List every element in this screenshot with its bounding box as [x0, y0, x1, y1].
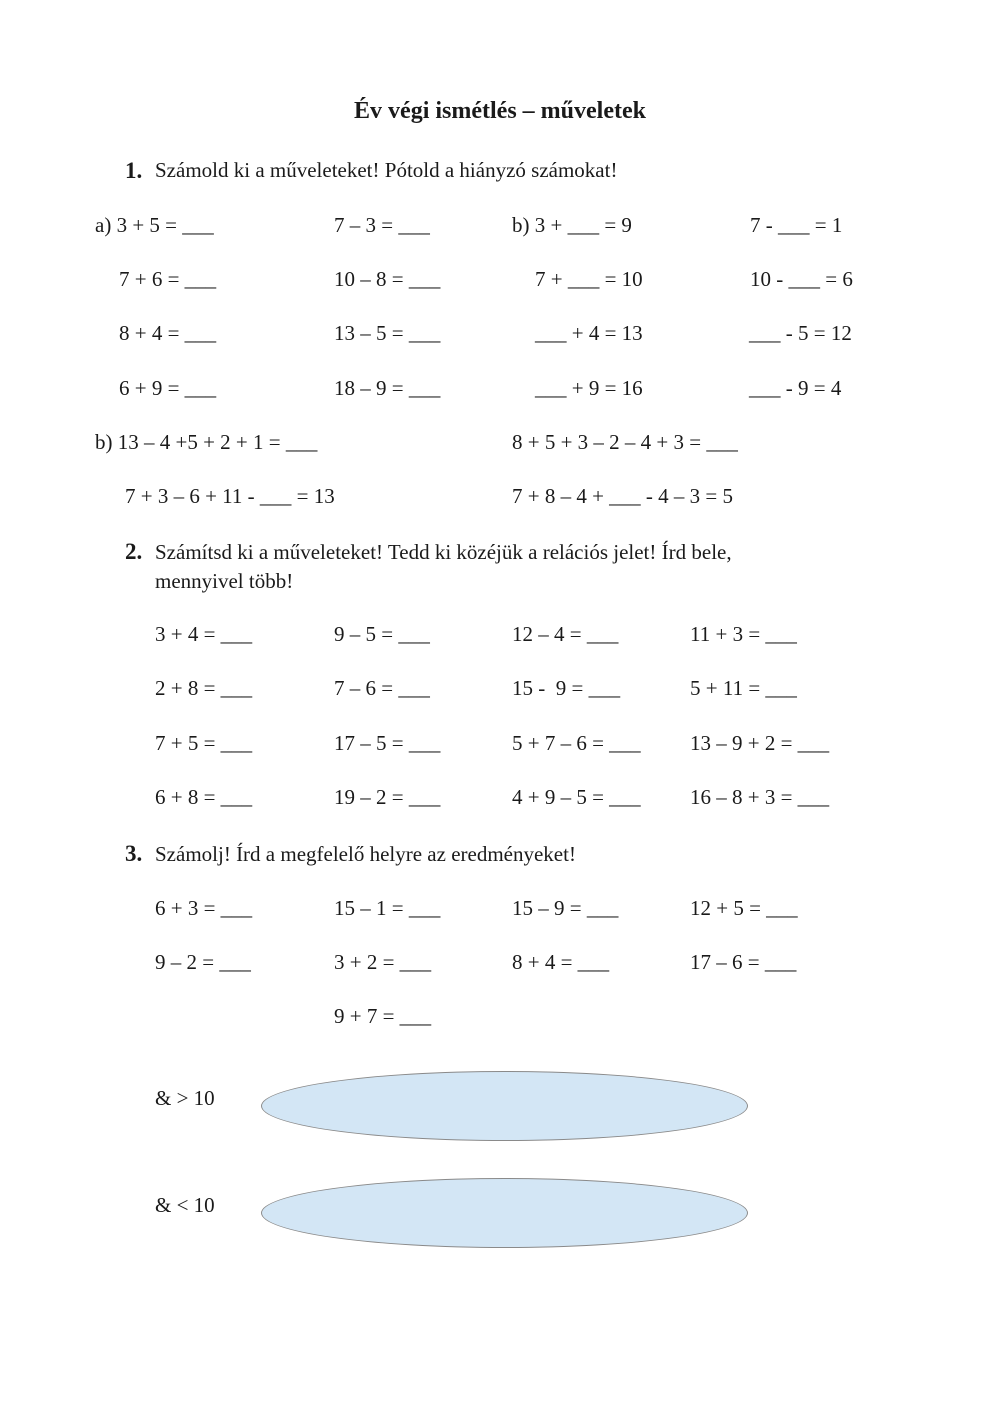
- task2-exercise: 2 + 8 = ___: [155, 676, 253, 700]
- task1-chain-exercise: 7 + 8 – 4 + ___ - 4 – 3 = 5: [512, 484, 734, 508]
- task2-exercise: 12 – 4 = ___: [512, 622, 619, 646]
- task2-exercise: 16 – 8 + 3 = ___: [690, 785, 830, 809]
- task1-exercise: 7 - ___ = 1: [750, 213, 843, 237]
- task3-exercise: 9 + 7 = ___: [334, 1004, 432, 1028]
- task1-exercise: a) 3 + 5 = ___: [95, 213, 214, 237]
- task1-exercise: ___ + 4 = 13: [535, 321, 643, 345]
- task3-exercise: 12 + 5 = ___: [690, 896, 798, 920]
- task2-exercise: 17 – 5 = ___: [334, 731, 441, 755]
- task3-exercise: 9 – 2 = ___: [155, 950, 251, 974]
- task2-exercise: 11 + 3 = ___: [690, 622, 797, 646]
- task1-exercise: 7 – 3 = ___: [334, 213, 430, 237]
- page-title: Év végi ismétlés – műveletek: [354, 98, 646, 124]
- task1-chain-exercise: 7 + 3 – 6 + 11 - ___ = 13: [125, 484, 335, 508]
- task3-exercise: 17 – 6 = ___: [690, 950, 797, 974]
- group-less-label: & < 10: [155, 1193, 215, 1217]
- task1-exercise: 10 - ___ = 6: [750, 267, 853, 291]
- task1-exercise: 7 + ___ = 10: [535, 267, 643, 291]
- task2-exercise: 3 + 4 = ___: [155, 622, 253, 646]
- task2-exercise: 5 + 11 = ___: [690, 676, 797, 700]
- task1-number: 1.: [125, 158, 143, 183]
- task1-chain-exercise: 8 + 5 + 3 – 2 – 4 + 3 = ___: [512, 430, 738, 454]
- task1-exercise: 6 + 9 = ___: [119, 376, 217, 400]
- task1-chain-exercise: b) 13 – 4 +5 + 2 + 1 = ___: [95, 430, 318, 454]
- task2-instruction-line1: Számítsd ki a műveleteket! Tedd ki közéjük a relációs jelet! Írd bele,: [155, 540, 732, 564]
- answer-ellipse-greater[interactable]: [261, 1071, 748, 1141]
- task3-exercise: 15 – 1 = ___: [334, 896, 441, 920]
- task1-exercise: 13 – 5 = ___: [334, 321, 441, 345]
- task3-exercise: 15 – 9 = ___: [512, 896, 619, 920]
- task1-exercise: ___ - 5 = 12: [749, 321, 852, 345]
- task1-exercise: ___ - 9 = 4: [749, 376, 842, 400]
- answer-ellipse-less[interactable]: [261, 1178, 748, 1248]
- group-greater-label: & > 10: [155, 1086, 215, 1110]
- task2-exercise: 7 + 5 = ___: [155, 731, 253, 755]
- task3-instruction: Számolj! Írd a megfelelő helyre az eredményeket!: [155, 842, 576, 866]
- task1-exercise: 7 + 6 = ___: [119, 267, 217, 291]
- task3-exercise: 3 + 2 = ___: [334, 950, 432, 974]
- task2-exercise: 5 + 7 – 6 = ___: [512, 731, 641, 755]
- task3-exercise: 8 + 4 = ___: [512, 950, 610, 974]
- task1-exercise: 18 – 9 = ___: [334, 376, 441, 400]
- task2-exercise: 6 + 8 = ___: [155, 785, 253, 809]
- task1-instruction: Számold ki a műveleteket! Pótold a hiányzó számokat!: [155, 158, 618, 182]
- task2-instruction-line2: mennyivel több!: [155, 569, 294, 593]
- task2-exercise: 7 – 6 = ___: [334, 676, 430, 700]
- task2-exercise: 4 + 9 – 5 = ___: [512, 785, 641, 809]
- task2-exercise: 19 – 2 = ___: [334, 785, 441, 809]
- task1-exercise: ___ + 9 = 16: [535, 376, 643, 400]
- task2-exercise: 13 – 9 + 2 = ___: [690, 731, 830, 755]
- task2-number: 2.: [125, 539, 143, 564]
- task1-exercise: b) 3 + ___ = 9: [512, 213, 632, 237]
- task2-exercise: 15 - 9 = ___: [512, 676, 621, 700]
- task3-number: 3.: [125, 841, 143, 866]
- task3-exercise: 6 + 3 = ___: [155, 896, 253, 920]
- task1-exercise: 8 + 4 = ___: [119, 321, 217, 345]
- task1-exercise: 10 – 8 = ___: [334, 267, 441, 291]
- task2-exercise: 9 – 5 = ___: [334, 622, 430, 646]
